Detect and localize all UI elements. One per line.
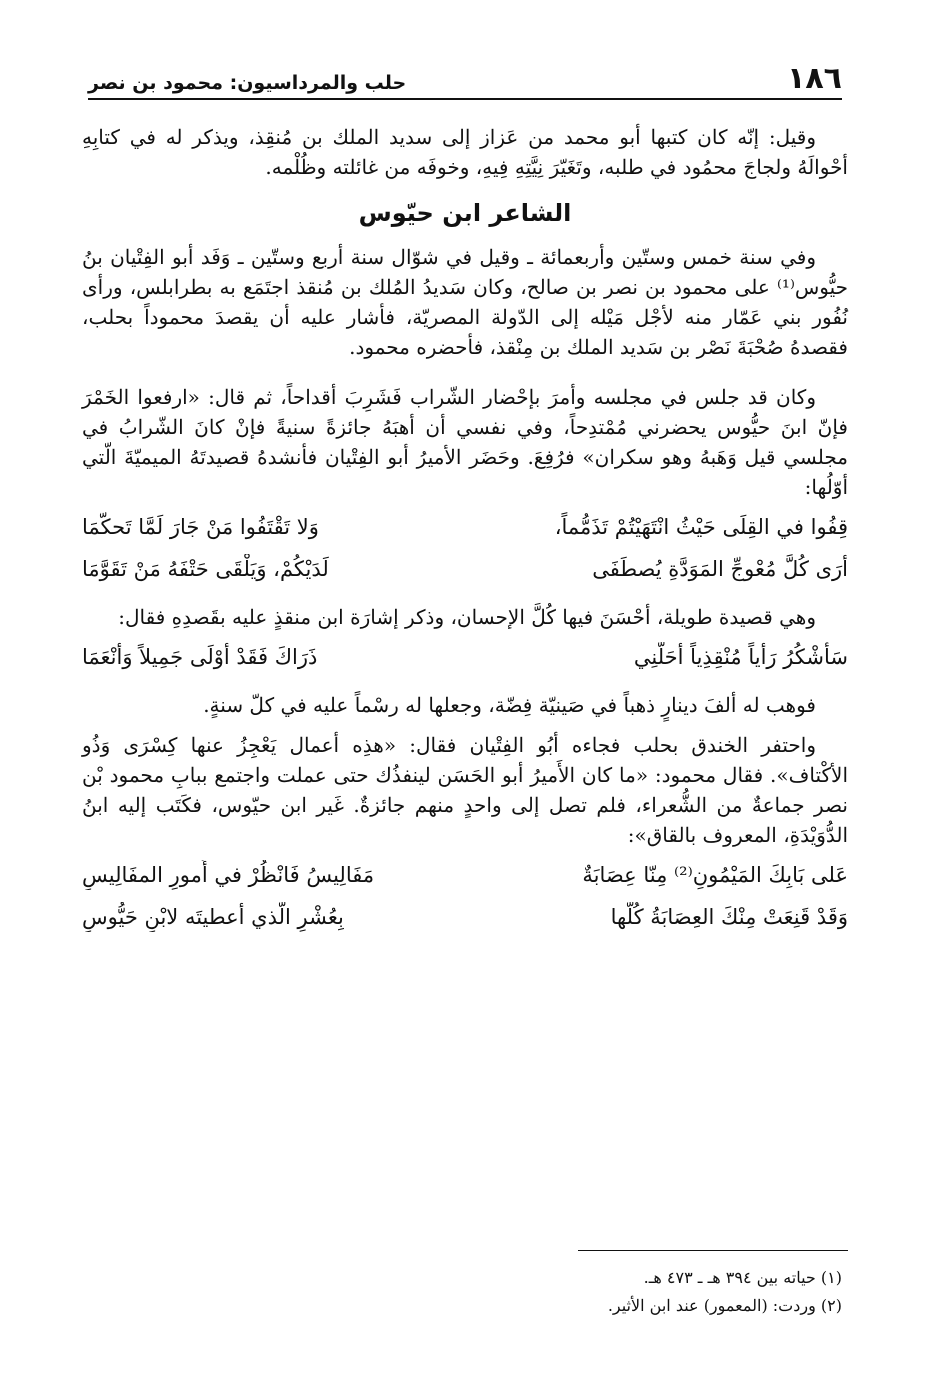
verse-first-hemistich: سَأشْكُرُ رَأياً مُنْقِذِياً أحَلَّنِي	[633, 645, 848, 669]
verse-second-hemistich: مَفَالِيسُ فَانْظُرْ في أُمورِ المفَالِيسِ	[82, 863, 375, 887]
section-heading: الشاعر ابن حيّوس	[358, 199, 572, 227]
verse-line	[82, 902, 848, 932]
verse-line	[82, 860, 848, 890]
verse-first-hemistich: وَقَدْ قَنِعَتْ مِنْكَ العِصَابَةُ كُلُّها	[610, 905, 848, 929]
paragraph-gift: فوهب له ألفَ دينارٍ ذهباً في صَينيّة فِضّة، وجعلها له رسْماً عليه في كلّ سنةٍ.	[203, 693, 816, 717]
verse-first-hemistich: عَلى بَابِكَ المَيْمُونِ⁽²⁾ مِنّا عِصَابَةٌ	[582, 863, 848, 887]
footnote-1: (١) حياته بين ٣٩٤ هـ ـ ٤٧٣ هـ.	[643, 1268, 842, 1287]
paragraph-banquet: وكان قد جلس في مجلسه وأمرَ بإحْضار الشّراب فَشَرِبَ أقداحاً، ثم قال: «ارفعوا الخَمْرَ فإنّ ابنَ حيُّوس يحضرني مُمْتدِحاً، وفي نفسي أن أهبَهُ جائزةً سنيةً فإنْ كانَ الشّرابُ في مجلسي قيل وَهَبهُ وهو سكران» فرُفِعَ. وحَضَر الأميرُ أبو الفِتْيان فأنشدهُ قصيدتَهُ الميميّةَ الّتي أوّلُها:	[82, 385, 848, 499]
verse-second-hemistich: بِعُشْرِ الّذي أعطيتَه لابْنِ حَيُّوسِ	[82, 905, 344, 929]
paragraph-letter-report: وقيل: إنّه كان كتبها أبو محمد من عَزاز إلى سديد الملك بن مُنقِذ، ويذكر له في كتابِهِ أحْوالَهُ ولجاجَ محمُود في طلبه، وتَغَيّرَ نِيَّتِهِ فِيهِ، وخوفَه من غائلته وظُلْمه.	[82, 125, 848, 179]
paragraph-arrival: وفي سنة خمس وستّين وأربعمائة ـ وقيل في شوّال سنة أربع وستّين ـ وَفَد أبو الفِتْيان بنُ حيُّوس⁽¹⁾ على محمود بن نصر بن صالح، وكان سَديدُ المُلك بن مُنقذ اجتَمَع به بطرابلس، ورأى نُفُور بني عَمّار منه لأجْل مَيْله إلى الدّولة المصريّة، فأشار عليه أن يقصدَ محموداً بحلب، فقصدهُ صُحْبَةَ نَصْر بن سَديد الملك بن مِنْقذ، فأحضره محمود.	[82, 245, 848, 359]
running-title: حلب والمرداسيون: محمود بن نصر	[88, 72, 407, 94]
verse-second-hemistich: لَدَيْكُمْ، وَيَلْقَى حَتْفَهُ مَنْ تَقَوَّمَا	[82, 557, 329, 581]
verse-first-hemistich: قِفُوا في القِلَى حَيْثُ انْتَهَيْتُمْ تَذَمُّماً،	[554, 515, 848, 539]
verse-block-thanks	[82, 642, 848, 672]
verse-line	[82, 642, 848, 672]
verse-line	[82, 554, 848, 584]
footnote-divider	[578, 1250, 848, 1251]
footnote-2: (٢) وردت: (المعمور) عند ابن الأثير.	[607, 1296, 842, 1315]
paragraph-moat: واحتفر الخندق بحلب فجاءه أبُو الفِتْيان فقال: «هذِه أعمال يَعْجِزُ عنها كِسْرَى وَذُو الأكْتاف». فقال محمود: «ما كان الأَميرُ أبو الحَسَن لينفذُك حتى عملت واجتمع ببابِ محمود بْن نصر جماعةٌ من الشُّعراء، فلم تصل إلى واحدٍ منهم جائزةٌ. غَير ابن حيّوس، فكَتَب إليه ابنُ الدُّوَيْدَةِ، المعروف بالقاق»:	[82, 733, 849, 847]
main-text	[82, 122, 848, 950]
verse-second-hemistich: وَلا تَقْتَفُوا مَنْ جَارَ لَمَّا تَحكَّمَا	[82, 515, 319, 539]
verse-line	[82, 512, 848, 542]
verse-first-hemistich: أرَى كُلَّ مُعْوجِّ المَوَدَّةِ يُصطَفَى	[592, 557, 848, 581]
page-number: ١٨٦	[787, 61, 842, 96]
verse-block-qaq	[82, 860, 848, 932]
verse-second-hemistich: ذَرَاكَ فَقَدْ أوْلَى جَمِيلاً وَأنْعَمَا	[82, 645, 318, 669]
running-header	[88, 52, 842, 100]
verse-block-mimiyya	[82, 512, 848, 584]
paragraph-long-poem: وهي قصيدة طويلة، أحْسَنَ فيها كُلَّ الإحسان، وذكر إشارَة ابن منقذٍ عليه بقَصدِهِ فقال:	[118, 605, 816, 629]
footnotes	[82, 1264, 848, 1320]
